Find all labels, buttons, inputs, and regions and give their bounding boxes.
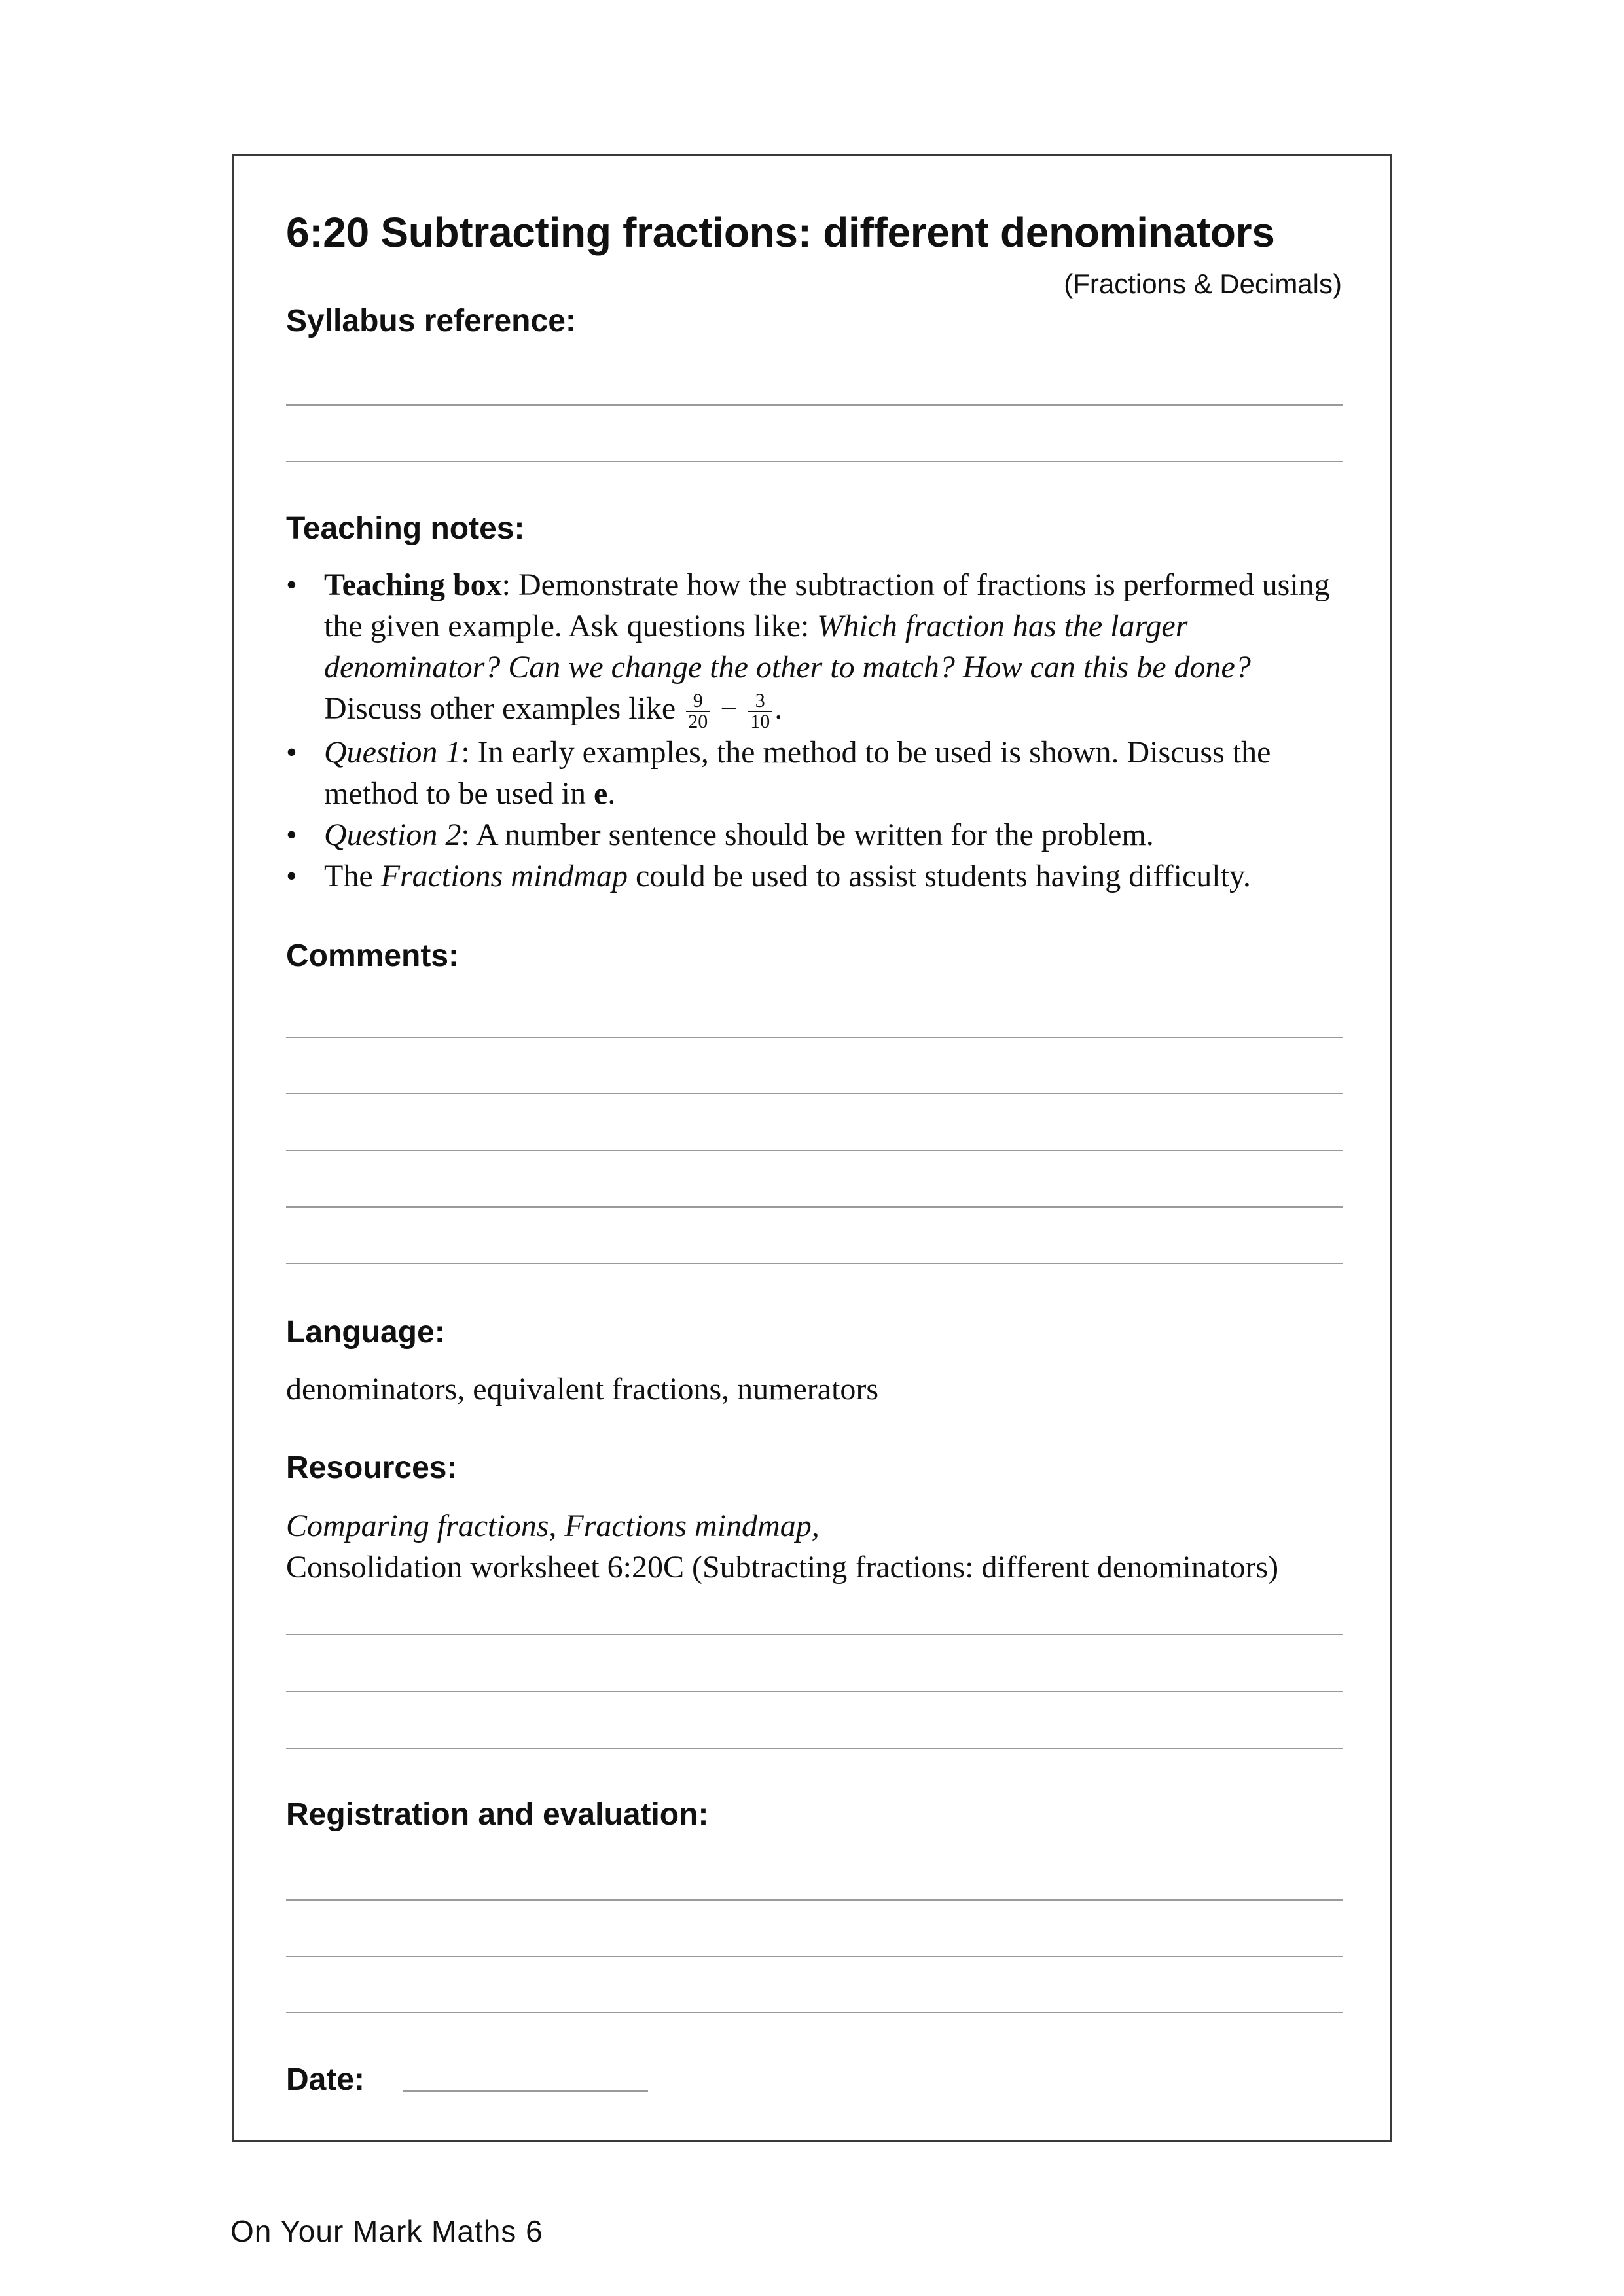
language-text: denominators, equivalent fractions, numerators xyxy=(286,1372,879,1407)
teaching-note-item xyxy=(286,814,1353,855)
question-ref: Question 1 xyxy=(324,734,461,770)
language-label: Language: xyxy=(286,1315,445,1350)
fraction-numerator: 3 xyxy=(748,691,772,712)
page-frame xyxy=(232,154,1392,2142)
resources-label: Resources: xyxy=(286,1450,458,1485)
question-ref: Question 2 xyxy=(324,817,461,852)
note-text: could be used to assist students having difficulty. xyxy=(627,858,1251,893)
resources-worksheet: Consolidation worksheet 6:20C (Subtracting fractions: different denominators) xyxy=(286,1550,1279,1585)
teaching-note-item xyxy=(286,564,1353,732)
comments-writing-line xyxy=(286,1093,1343,1094)
comments-writing-line xyxy=(286,1206,1343,1208)
syllabus-label: Syllabus reference: xyxy=(286,304,576,338)
separator: , xyxy=(549,1509,565,1543)
fraction-denominator: 20 xyxy=(688,710,708,732)
note-text: : A number sentence should be written for the problem. xyxy=(461,817,1154,852)
fraction-denominator: 10 xyxy=(750,710,770,732)
minus-sign: − xyxy=(720,691,738,726)
note-text: : In early examples, the method to be used is shown. Discuss the method to be used in xyxy=(324,734,1271,811)
comments-writing-line xyxy=(286,1263,1343,1264)
resources-writing-line xyxy=(286,1748,1343,1749)
fraction xyxy=(686,691,710,732)
page-title: 6:20 Subtracting fractions: different denominators xyxy=(286,209,1275,256)
part-ref: e xyxy=(593,776,608,811)
resource-name: Fractions mindmap, xyxy=(564,1509,820,1543)
resources-writing-line xyxy=(286,1691,1343,1692)
date-writing-line xyxy=(403,2090,648,2092)
note-text: The xyxy=(324,858,381,893)
registration-writing-line xyxy=(286,1956,1343,1957)
resource-ref: Fractions mindmap xyxy=(380,858,628,893)
syllabus-writing-line xyxy=(286,404,1343,406)
teaching-note-item xyxy=(286,732,1353,814)
note-text: . xyxy=(774,691,783,726)
comments-label: Comments: xyxy=(286,939,460,973)
teaching-box-term: Teaching box xyxy=(324,567,502,602)
note-text: . xyxy=(607,776,616,811)
teaching-note-item xyxy=(286,855,1353,897)
syllabus-writing-line xyxy=(286,461,1343,462)
fraction-numerator: 9 xyxy=(686,691,710,712)
registration-writing-line xyxy=(286,2012,1343,2013)
registration-label: Registration and evaluation: xyxy=(286,1797,709,1832)
teaching-notes-label: Teaching notes: xyxy=(286,511,525,546)
resource-name: Comparing fractions xyxy=(286,1509,549,1543)
footer-book-title: On Your Mark Maths 6 xyxy=(230,2214,543,2248)
resources-line xyxy=(286,1505,1360,1547)
resources-writing-line xyxy=(286,1634,1343,1635)
note-text: Discuss other examples like xyxy=(324,691,684,726)
fraction xyxy=(748,691,772,732)
comments-writing-line xyxy=(286,1037,1343,1038)
registration-writing-line xyxy=(286,1899,1343,1901)
teaching-notes-list xyxy=(286,564,1353,897)
page-subtitle: (Fractions & Decimals) xyxy=(1064,268,1342,299)
date-label: Date: xyxy=(286,2062,365,2097)
note-questions: Which fraction has the larger denominator? Can we change the other to match? How can this be done? xyxy=(324,609,1251,685)
note-text: : Demonstrate how the subtraction of fractions is performed using the given example. Ask questions like: xyxy=(324,567,1330,643)
comments-writing-line xyxy=(286,1150,1343,1151)
